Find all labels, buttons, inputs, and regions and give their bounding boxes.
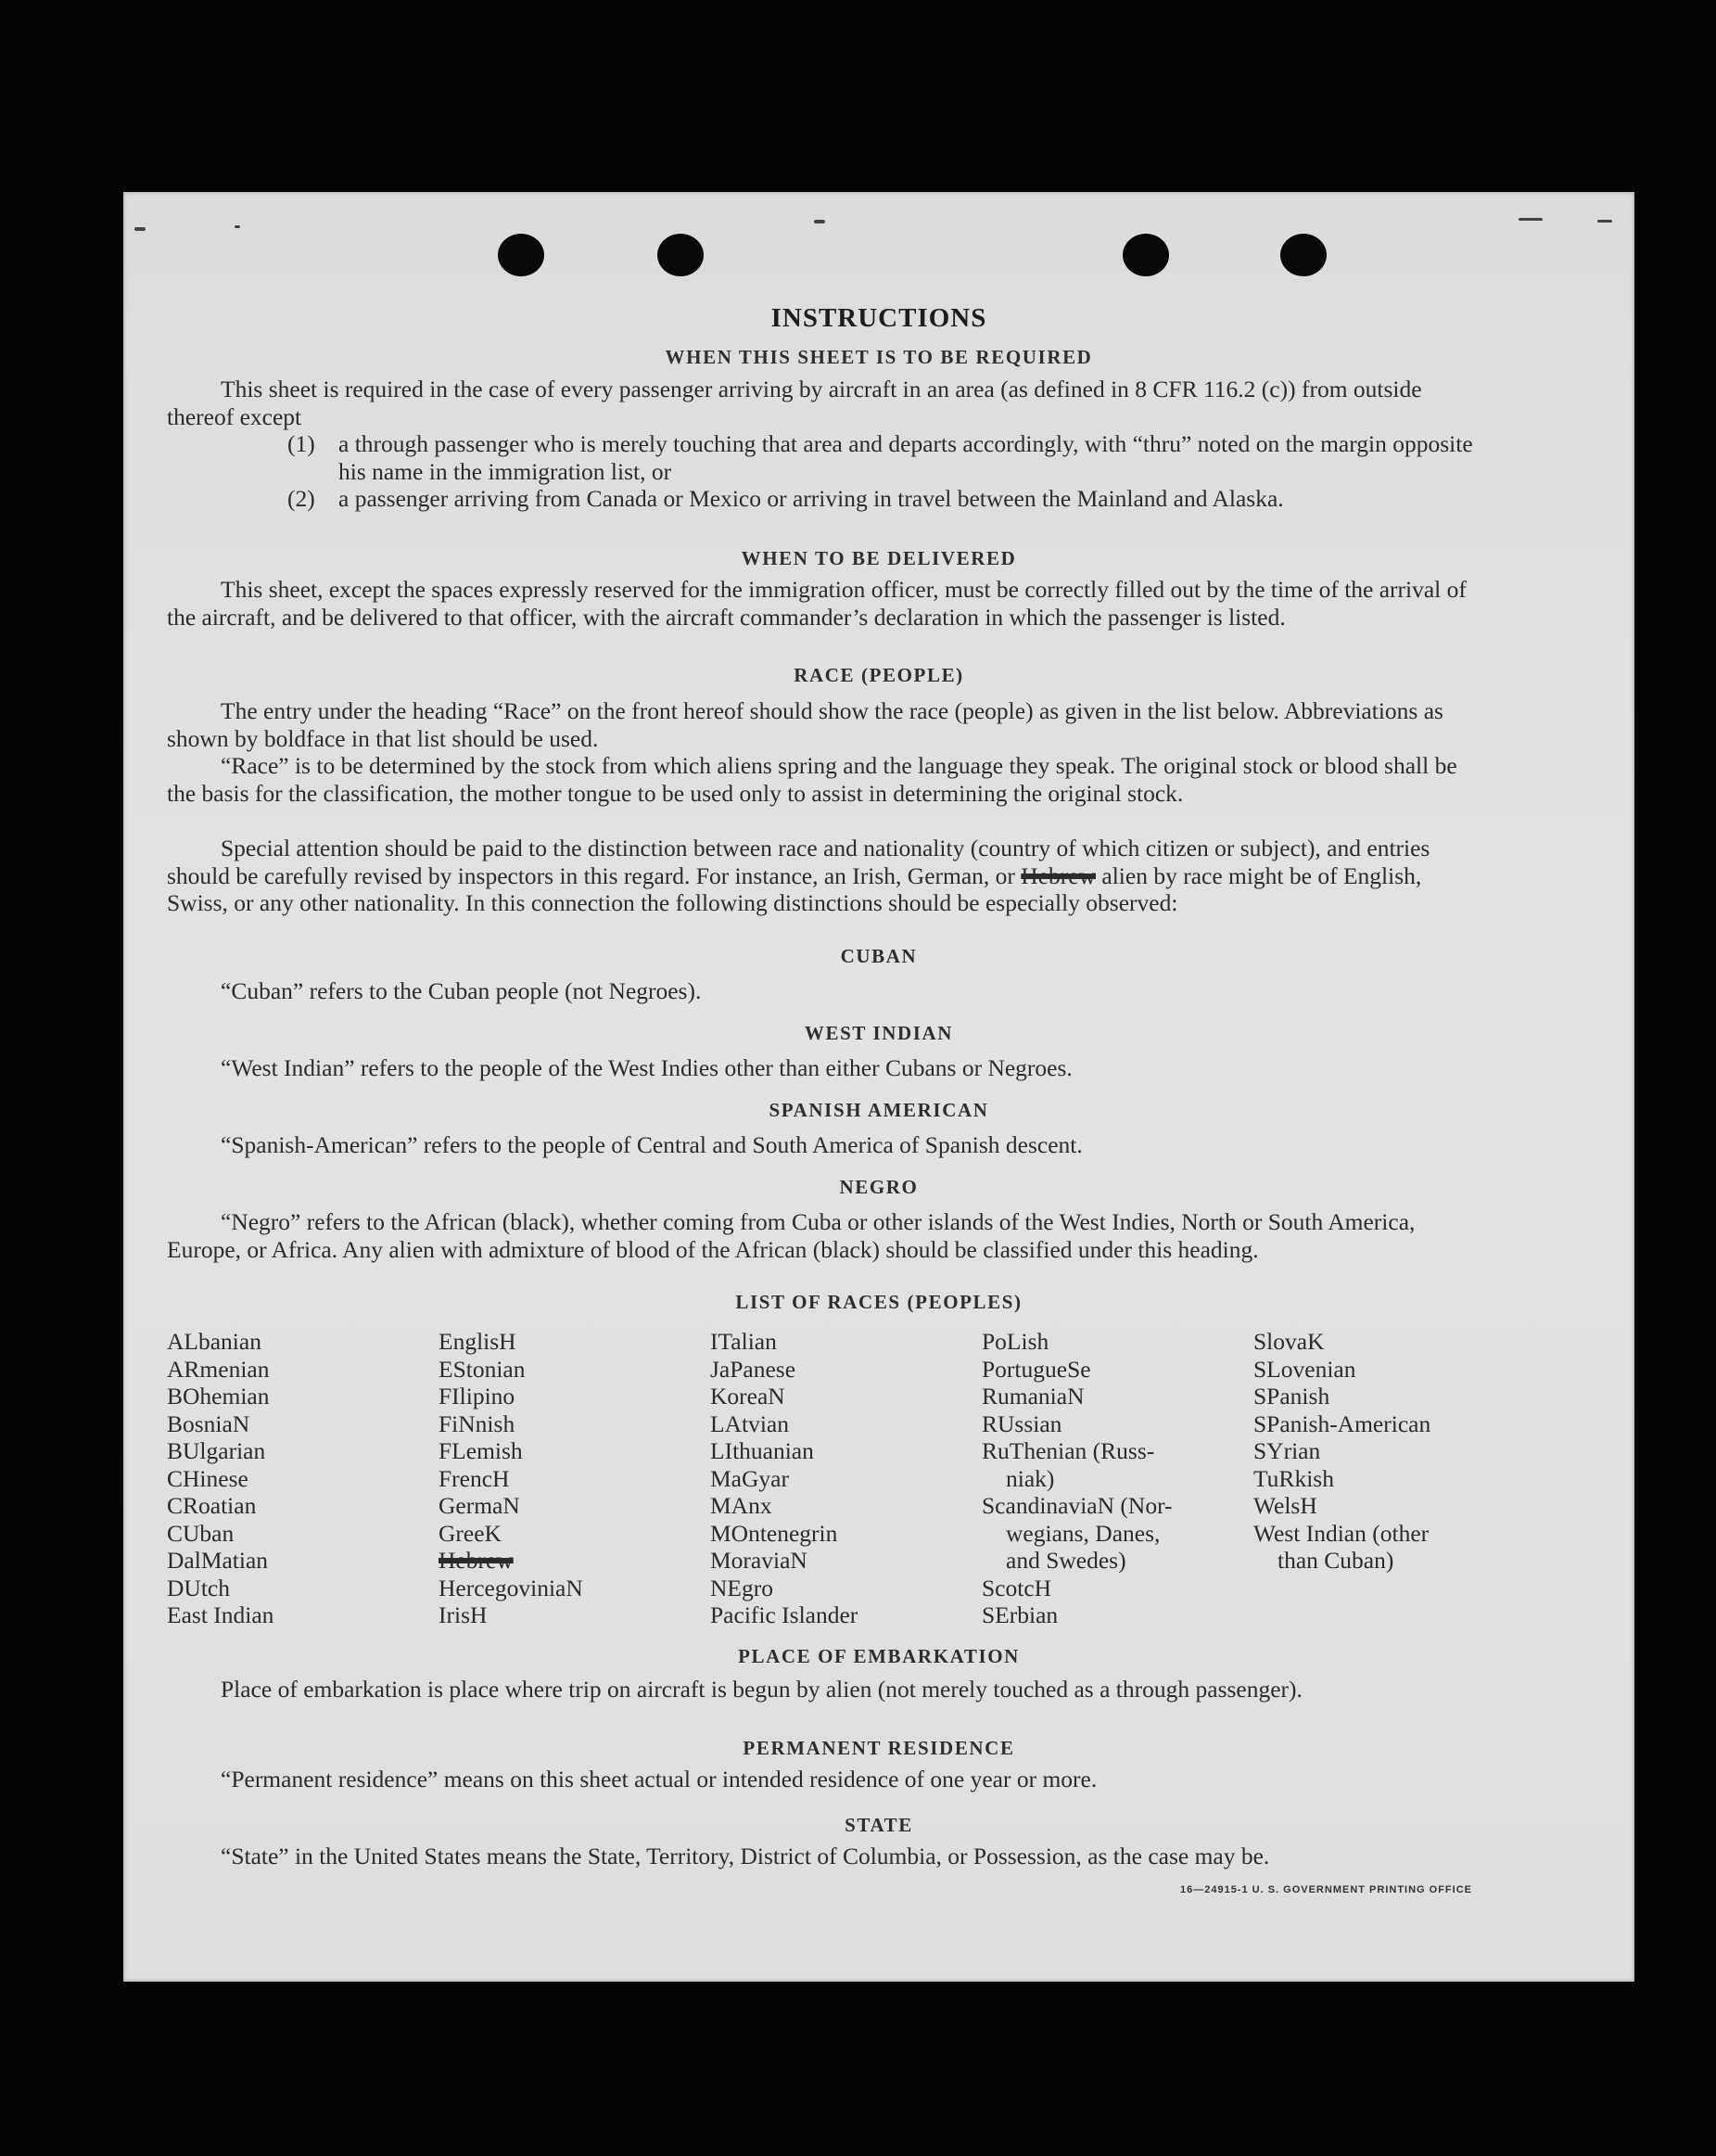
race-list-item: EnglisH [439, 1328, 516, 1355]
printing-office-code: 16—24915-1 U. S. GOVERNMENT PRINTING OFFICE [1179, 1884, 1472, 1895]
race-list-item: SErbian [982, 1601, 1059, 1628]
section-heading-embarkation: PLACE OF EMBARKATION [738, 1645, 1020, 1667]
race-list-item: CUban [167, 1519, 235, 1547]
race-column-5 [1253, 1328, 1430, 1575]
race-list-item: PortugueSe [982, 1355, 1091, 1383]
race-list-item: FIlipino [439, 1383, 515, 1410]
race-list-item: West Indian (other [1253, 1519, 1430, 1547]
race-list-item: PoLish [982, 1328, 1049, 1355]
race-list-item: GermaN [439, 1492, 520, 1519]
race-list-item: MOntenegrin [710, 1519, 838, 1547]
section-heading-cuban: CUBAN [840, 945, 918, 967]
required-item-1: (1) a through passenger who is merely touching that area and departs accordingly, with “thru” noted on the margin opposite his name in the immigration list, or [287, 430, 1473, 485]
section-heading-required: WHEN THIS SHEET IS TO BE REQUIRED [665, 346, 1093, 368]
race-list-item: SLovenian [1253, 1355, 1356, 1383]
punch-hole [1123, 234, 1169, 276]
race-paragraph-3: Special attention should be paid to the distinction between race and nationality (country of which citizen or subject), and entries should be carefully revised by inspectors in this regard. For instance, an Irish, German, or Hebrew alien by race might be of English, Swiss, or any other nationality. In this connection the following distinctions should be especially observed: [167, 835, 1430, 916]
state-text: “State” in the United States means the State, Territory, District of Columbia, or Possession, as the case may be. [221, 1843, 1270, 1869]
race-list-item: BOhemian [167, 1383, 270, 1410]
race-list-item: Pacific Islander [710, 1601, 858, 1628]
punch-hole [1280, 234, 1327, 276]
race-list-item: MoraviaN [710, 1547, 807, 1574]
residence-text: “Permanent residence” means on this sheet actual or intended residence of one year or more. [221, 1766, 1098, 1792]
race-list-item: ALbanian [167, 1328, 261, 1355]
section-heading-west-indian: WEST INDIAN [804, 1022, 954, 1044]
spanish-american-text: “Spanish-American” refers to the people of Central and South America of Spanish descent. [221, 1131, 1083, 1158]
race-list-item: CRoatian [167, 1492, 257, 1519]
race-list-item: BosniaN [167, 1410, 250, 1437]
west-indian-text: “West Indian” refers to the people of the West Indies other than either Cubans or Negroes. [221, 1054, 1073, 1081]
section-heading-delivered: WHEN TO BE DELIVERED [741, 547, 1017, 569]
race-list-item: JaPanese [710, 1355, 796, 1383]
negro-text: “Negro” refers to the African (black), whether coming from Cuba or other islands of the West Indies, North or South America, Europe, or Africa. Any alien with admixture of blood of the African (black) should be classified under this heading. [167, 1208, 1416, 1263]
race-list-item: niak) [1006, 1464, 1055, 1492]
race-list-item: WelsH [1253, 1492, 1317, 1519]
race-list-item: MAnx [710, 1492, 772, 1519]
race-column-2 [439, 1328, 583, 1629]
race-list-item: GreeK [439, 1519, 502, 1547]
race-list-item: IrisH [439, 1601, 488, 1628]
section-heading-state: STATE [845, 1814, 913, 1836]
race-list-item: FrencH [439, 1464, 510, 1492]
race-list-item: TuRkish [1253, 1464, 1334, 1492]
section-heading-negro: NEGRO [839, 1176, 919, 1198]
race-list-item: SPanish [1253, 1383, 1330, 1410]
race-list-item: ITalian [710, 1328, 777, 1355]
race-paragraph-1: The entry under the heading “Race” on the front hereof should show the race (people) as given in the list below. Abbreviations as shown by boldface in that list should be used. [167, 697, 1443, 752]
race-list-item: East Indian [167, 1601, 274, 1628]
required-intro: This sheet is required in the case of every passenger arriving by aircraft in an area (as defined in 8 CFR 116.2 (c)) from outside thereof except [167, 376, 1422, 430]
race-list-item: wegians, Danes, [1006, 1519, 1161, 1547]
section-heading-list-of-races: LIST OF RACES (PEOPLES) [735, 1291, 1023, 1313]
race-column-3 [710, 1328, 858, 1629]
race-list-item: BUlgarian [167, 1437, 266, 1464]
delivered-text: This sheet, except the spaces expressly reserved for the immigration officer, must be correctly filled out by the time of the arrival of the aircraft, and be delivered to that officer, with the aircraft commander’s declaration in which the passenger is listed. [167, 576, 1467, 631]
punch-hole [657, 234, 704, 276]
race-list-item: DalMatian [167, 1547, 269, 1574]
race-list-item: RUssian [982, 1410, 1062, 1437]
race-list-item: ScotcH [982, 1574, 1052, 1601]
document-sheet [123, 192, 1634, 1982]
race-list-item: MaGyar [710, 1464, 789, 1492]
race-paragraph-2: “Race” is to be determined by the stock from which aliens spring and the language they speak. The original stock or blood shall be the basis for the classification, the mother tongue to be used only to assist in determining the original stock. [167, 752, 1457, 807]
race-list-item: KoreaN [710, 1383, 785, 1410]
race-column-4 [982, 1328, 1173, 1629]
race-list-item: SPanish-American [1253, 1410, 1431, 1437]
race-list-item: ARmenian [167, 1355, 270, 1383]
struck-word: Hebrew [1021, 861, 1097, 889]
race-list-item: Hebrew [439, 1547, 514, 1574]
race-list-item: SYrian [1253, 1437, 1321, 1464]
required-item-2: (2) a passenger arriving from Canada or Mexico or arriving in travel between the Mainland and Alaska. [287, 485, 1284, 512]
race-list-item: FiNnish [439, 1410, 515, 1437]
race-list-item: SlovaK [1253, 1328, 1325, 1355]
section-heading-race: RACE (PEOPLE) [794, 664, 964, 686]
embarkation-text: Place of embarkation is place where trip on aircraft is begun by alien (not merely touched as a through passenger). [221, 1676, 1303, 1703]
race-list-item: LIthuanian [710, 1437, 814, 1464]
race-list-item: and Swedes) [1006, 1547, 1126, 1574]
race-list-item: than Cuban) [1277, 1547, 1394, 1574]
race-list-item: DUtch [167, 1574, 230, 1601]
race-list-item: HercegoviniaN [439, 1574, 583, 1601]
race-list-item: LAtvian [710, 1410, 789, 1437]
section-heading-spanish-american: SPANISH AMERICAN [769, 1099, 989, 1121]
page-title: INSTRUCTIONS [770, 303, 987, 333]
race-list-item: ScandinaviaN (Nor- [982, 1492, 1173, 1519]
race-column-1 [167, 1328, 273, 1629]
race-list-item: FLemish [439, 1437, 523, 1464]
race-list-item: RumaniaN [982, 1383, 1085, 1410]
race-list-item: EStonian [439, 1355, 526, 1383]
race-list-item: NEgro [710, 1574, 773, 1601]
cuban-text: “Cuban” refers to the Cuban people (not Negroes). [221, 977, 702, 1004]
race-list-item: CHinese [167, 1464, 248, 1492]
race-list-item: RuThenian (Russ- [982, 1437, 1155, 1464]
punch-hole [498, 234, 544, 276]
section-heading-residence: PERMANENT RESIDENCE [743, 1737, 1015, 1759]
